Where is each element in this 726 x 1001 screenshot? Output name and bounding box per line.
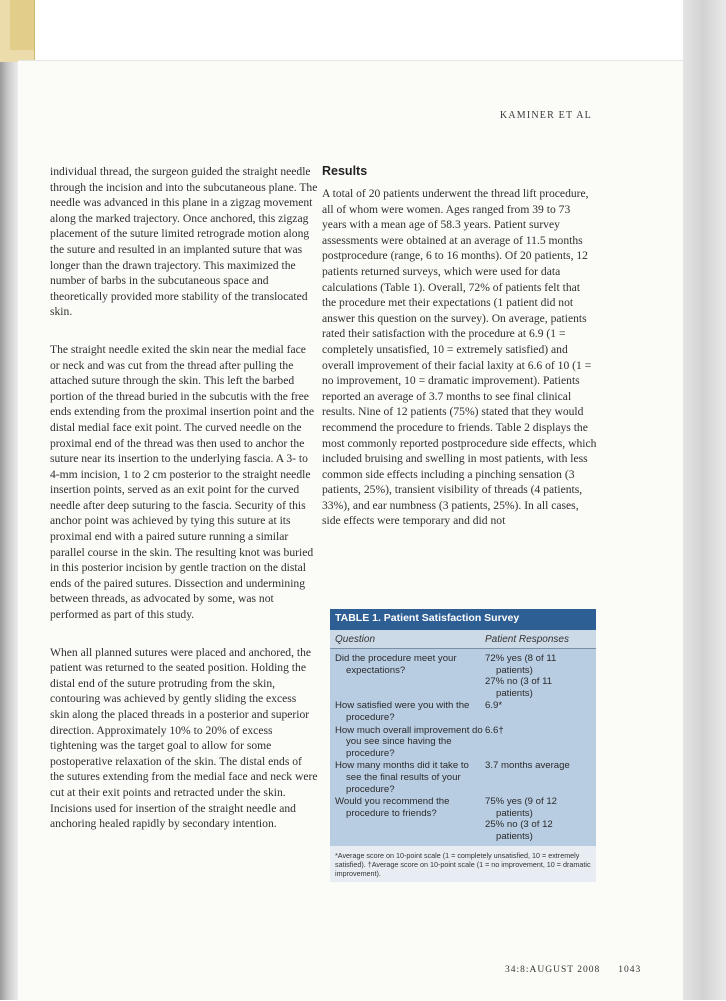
column-header-responses: Patient Responses bbox=[485, 634, 569, 645]
question-cell: How much overall improvement do you see since having the procedure? bbox=[335, 724, 483, 759]
page-edge-shadow bbox=[683, 0, 726, 1000]
left-column bbox=[50, 164, 318, 854]
scan-gutter bbox=[0, 0, 18, 1000]
paper-tab-inner bbox=[10, 0, 34, 50]
response-cell bbox=[485, 653, 591, 699]
response-line: 6.6† bbox=[485, 724, 504, 736]
issue-date: 34:8:AUGUST 2008 bbox=[505, 965, 601, 975]
response-line: 25% no (3 of 12 patients) bbox=[485, 819, 553, 842]
response-line: 72% yes (8 of 11 patients) bbox=[485, 653, 557, 676]
scan-top-margin bbox=[0, 0, 726, 60]
question-cell: How many months did it take to see the final results of your procedure? bbox=[335, 760, 469, 795]
response-line: 3.7 months average bbox=[485, 760, 570, 772]
paragraph: A total of 20 patients underwent the thread lift procedure, all of whom were women. Ages ranged from 39 to 73 years with a mean age of 58.3 years. Patient survey assessments were obtained at an average of 11.5 months postprocedure (range, 6 to 16 months). Of 20 patients, 12 patients returned surveys, which were used for data calculations (Table 1). Overall, 72% of patients felt that the procedure met their expectations (1 patient did not answer this question on the survey). On average, patients rated their satisfaction with the procedure at 6.9 (1 = completely unsatisfied, 10 = extremely satisfied) and overall improvement of their facial laxity at 6.6 of 10 (1 = no improvement, 10 = dramatic improvement). Patients reported an average of 3.7 months to see final clinical results. Nine of 12 patients (75%) stated that they would recommend the procedure to friends. Table 2 displays the most commonly reported postprocedure side effects, which included bruising and swelling in most patients, with less common side effects including a pinching sensation (3 patients, 25%), transient visibility of threads (4 patients, 33%), and ear numbness (3 patients, 25%). In all cases, side effects were temporary and did not bbox=[322, 187, 597, 528]
response-cell bbox=[485, 796, 591, 842]
question-cell: Did the procedure meet your expectations? bbox=[335, 653, 457, 676]
table-row bbox=[335, 796, 591, 842]
table-1 bbox=[330, 609, 596, 909]
table-header-row bbox=[330, 630, 596, 649]
response-cell bbox=[485, 700, 591, 723]
paragraph: The straight needle exited the skin near the medial face or neck and was cut from the thread after pulling the attached suture through the skin. This left the barbed portion of the thread buried in the subcutis with the free ends extending from the proximal insertion point and the distal medial face exit point. The curved needle on the proximal end of the thread was then used to anchor the suture near its insertion to the underlying fascia. A 3- to 4-mm incision, 1 to 2 cm posterior to the straight needle insertion points, served as an exit point for the curved needle after deep suturing to the fascia. Security of this anchor point was achieved by tying this suture at its proximal end with a paired suture running a similar parallel course in the skin. The resulting knot was buried in this posterior incision by gentle traction on the distal ends of the paired sutures. Dissection and undermining between threads, as advocated by some, was not performed as part of this study. bbox=[50, 342, 315, 622]
section-heading-results: Results bbox=[322, 164, 368, 178]
table-body bbox=[330, 649, 596, 846]
table-row bbox=[335, 725, 591, 760]
response-line: 75% yes (9 of 12 patients) bbox=[485, 796, 557, 819]
response-cell bbox=[485, 760, 591, 795]
right-column bbox=[322, 186, 597, 551]
page-footer bbox=[505, 965, 641, 975]
response-line: 27% no (3 of 11 patients) bbox=[485, 676, 553, 699]
question-cell: How satisfied were you with the procedure? bbox=[335, 700, 470, 723]
response-cell bbox=[485, 725, 591, 760]
column-header-question: Question bbox=[335, 634, 376, 645]
running-head: KAMINER ET AL bbox=[499, 110, 592, 121]
table-title: TABLE 1. Patient Satisfaction Survey bbox=[330, 609, 596, 630]
question-cell: Would you recommend the procedure to friends? bbox=[335, 796, 450, 819]
table-footnote: *Average score on 10-point scale (1 = completely unsatisfied, 10 = extremely satisfied). †Average score on 10-point scale (1 = no improvement, 10 = dramatic improvement). bbox=[330, 846, 596, 882]
paragraph: When all planned sutures were placed and anchored, the patient was returned to the seated position. Holding the distal end of the suture protruding from the skin, contouring was achieved by gently sliding the excess skin along the placed threads in a posterior and superior direction. Approximately 10% to 20% of excess tightening was the target goal to allow for some postoperative relaxation of the skin. The distal ends of the sutures extending from the medial face and neck were cut at their exit points and retracted under the skin. Incisions used for insertion of the straight needle and anchoring healed rapidly by secondary intention. bbox=[50, 645, 318, 831]
table-row bbox=[335, 700, 591, 723]
paragraph: individual thread, the surgeon guided the straight needle through the incision and into the subcutaneous plane. The needle was advanced in this plane in a zigzag movement along the marked trajectory. Once anchored, this zigzag placement of the suture limited retrograde motion along the suture and resulted in an implanted suture that was longer than the drawn trajectory. This maximized the number of barbs in the subcutaneous space and theoretically provided more stability of the translocated skin. bbox=[50, 165, 318, 319]
table-row bbox=[335, 653, 591, 699]
table-row bbox=[335, 760, 591, 795]
response-line: 6.9* bbox=[485, 700, 503, 712]
page-number: 1043 bbox=[618, 965, 642, 975]
